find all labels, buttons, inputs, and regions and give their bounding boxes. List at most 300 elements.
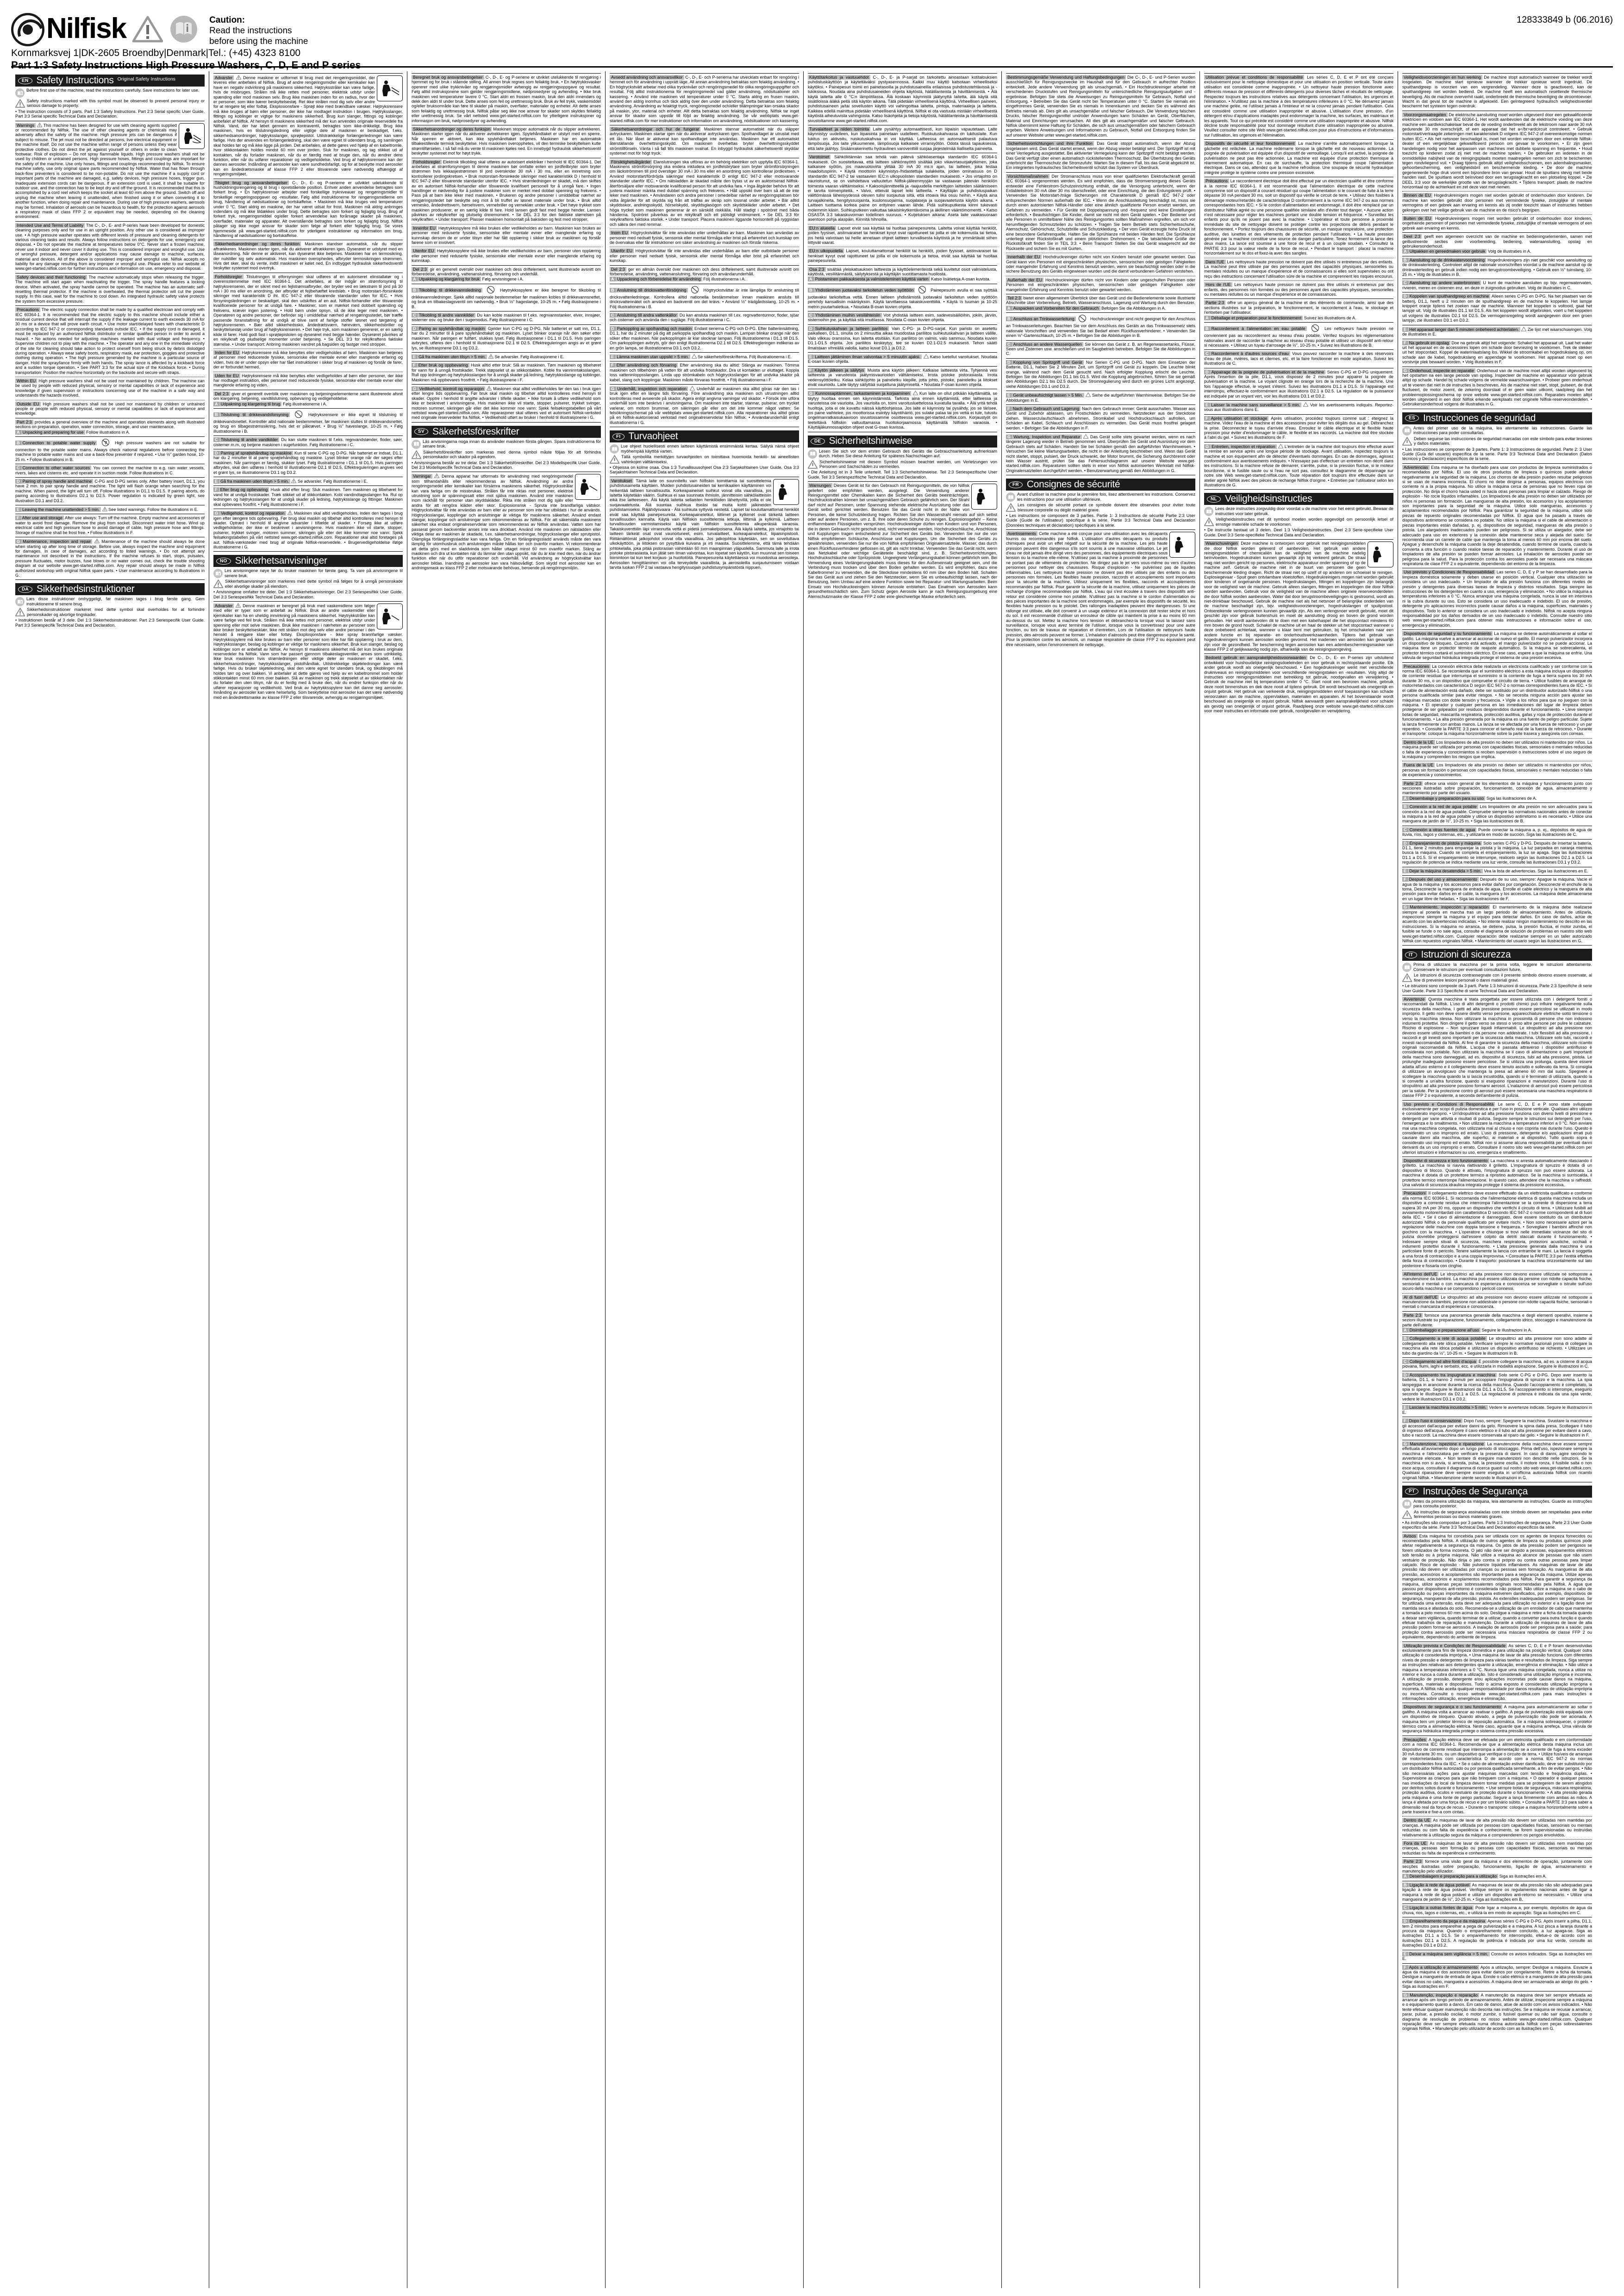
- section-part23-en: [15, 420, 205, 429]
- step-title: Entretien, inspection et réparation: [1210, 444, 1277, 449]
- section-body: Il collegamento elettrico deve essere effettuato da un elettricista qualificato e conforme alla norma IEC 60364-1. Si raccomanda che l'alimentazione elettrica di questa macchina includa un dispositivo a corrente residua che interrompa l'alimentazione se la corrente di dispersione a terra supera 30 mA per 30 ms, oppure un dispositivo che verifichi il circuito di terra. • Utilizzare fusibili ad avviamento motore/ritardati con caratteristica D secondo IEC 947-2 o norme corrispondenti al di fuori della IEC. • Se il cavo di alimentazione è danneggiato, deve essere sostituito da un distributore autorizzato Nilfisk o da personale qualificato per evitare rischi. • Non sono necessarie azioni per la regolazione delle macchine con doppia tensione e frequenza. • Sorvegliare i bambini affinché non giochino con la macchina. • L'operatore e chiunque si trovi nelle immediate vicinanze del sito di pulizia dovrebbe proteggersi dall'essere colpito da detriti staccati durante il funzionamento. • Indossare sempre stivali di sicurezza, maschera respiratoria, protezioni acustiche, occhiali e indumenti protettivi durante il funzionamento. • L'alta pressione generata dalla macchina è una particolare fonte di pericolo. Tenere saldamente la lancia con entrambe le mani. La lancia è soggetta a una forza di contraccolpo e a una coppia improvvisa. • Consultare la PARTE 3:3 per l'entità effettiva della forza di contraccolpo. • Durante il trasporto: posizionare la macchina orizzontalmente sul lato posteriore e fissarla con cinghie.: [1402, 1191, 1592, 1268]
- intro-text-warning: Säkerhetsföreskrifter som markeras med denna symbol måste följas för att förhindra personskador och skador på egendom.: [423, 449, 601, 460]
- intro-warning-it: [1402, 973, 1592, 983]
- caution-line-1: Read the instructions: [209, 26, 292, 36]
- section-part23-da: [213, 392, 403, 401]
- section-d-it: [1402, 1373, 1592, 1401]
- section-a-es: [1402, 796, 1592, 801]
- section-warnings-nl: [1204, 541, 1393, 652]
- section-e-en: [15, 507, 205, 512]
- section-body: C-, D-, E- og P-seriene er utviklet utelukkende til rengjøring i hjemmet og for bruk i stående stilling. All annen bruk regnes som feilaktig bruk. • En høytrykksvasker opererer med ulike trykknivåer og rengjøringsmidler avhengig av rengjøringsoppgave og resultat. Følg alltid instruksjonene som gjelder rengjøringsmidlene, nødprosedyrer og avhending. • Ikke bruk maskinen ved temperaturer lavere 0 °C. Start aldri en frossen maskin, bruk den aldri innendørs og dekk den aldri til under bruk. Dette anses som feil og urettmessig bruk. Bruk av feil trykk, vaskemiddel og/eller bruksområde kan føre til skader på maskin, overflater, materialer og enheter. Alt dette anses som feilaktig og urettmessig bruk. Nilfisk påtar seg ikke noe ansvar for skader som skyldes feilaktig eller urettmessig bruk. Se vårt nettsted www.get-started.nilfisk.com for ytterligere instruksjoner og informasjon om bruk, nødprosedyrer og avhending.: [412, 75, 601, 123]
- section-body: Das Gerät stoppt automatisch, wenn der Abzug losgelassen wird. Das Gerät startet erneut, wenn der Abzug wieder betätigt wird. Der Spritzgriff ist mit einer Verriegelung ausgestattet. Bei aktivierter Verriegelung kann der Spritzgriff nicht betätigt werden. Das Gerät verfügt über einen automatisch rückstellenden Thermoschutz. Bei Überhitzung des Geräts unterbricht der Thermoschutz die Stromzufuhr. Warten Sie in diesem Fall, bis das Gerät abgekühlt ist. Ein integriertes hydraulisches Sicherheitsventil schützt das System vor Überdruck.: [1006, 141, 1195, 170]
- section-body: This machine has been designed for use with cleaning agents supplied or recommended by Nilfisk. The use of other cleaning agents or chemicals may adversely affect the safety of the machine. High pressure jets can be dangerous if subject to misuse. The jet must not be directed at persons, live electrical equipment or the machine itself. Do not use the machine within range of persons unless they wear protective clothes. Do not direct the jet against yourself or others in order to clean footwear. Risk of explosion – Do not spray flammable liquids. High pressure washers shall not be used by children or untrained persons. High pressure hoses, fittings and couplings are important for the safety of the machine. Use only hoses, fittings and couplings recommended by Nilfisk. To ensure machine safety, use only original spare parts recommended by Nilfisk. Water that has flown through back-flow preventers is considered to be non-potable. Do not use the machine if a supply cord or important parts of the machine are damaged, e.g. safety devices, high pressure hoses, trigger gun. Inadequate extension cords can be dangerous. If an extension cord is used, it shall be suitable for outdoor use, and the connection has to be kept dry and off the ground. It is recommended that this is accomplished by a cord reel which keeps the socket at least 60 mm above the ground. Switch off and unplug the machine when leaving it unattended, when finished using it or when converting it to another function, when doing repair and maintenance. During use of high pressure washers, aerosols may be formed. Inhalation of aerosols can be hazardous to health, for the protection against aerosols a respiratory mask of class FFP 2 or equivalent may be needed, depending on the cleaning environment.: [15, 123, 205, 219]
- step-body: Pode ligar a máquina a, por exemplo, depósitos de água da chuva, rios, lagos e cisternas, etc., e utilizá-la em modo de aspiração. Siga as ilustrações em C.: [1402, 1905, 1592, 1915]
- section-a-en: [15, 430, 205, 435]
- section-body: The electric supply connection shall be made by a qualified electrician and comply with IEC 60364-1. It is recommended that the electric supply to this machine should include either a residual current device that will interrupt the supply if the leakage current to earth exceeds 30 mA for 30 ms or a device that will prove earth circuit. • Use motor start/delayed fuses with characteristic D according to IEC 947-2 or corresponding standards outside IEC. • If the supply cord is damaged, it must be replaced by an authorized Nilfisk distributor or similar qualified person in order to avoid a hazard. • No actions needed for adjusting machines marked with dual voltage and frequency. • Supervise children not to play with the machine. • The operator and any one in the immediate vicinity of the site for cleaning should take action to protect oneself from being struck by debris dislodged during operation. • Always wear safety boots, respiratory mask, ear protection, goggles and protective clothing during operation. • The high pressure generated by the machine is a particular source of danger. Hold the spray/lance firmly with both hands. The spray lance is affected by a kickback force and a sudden torque operation. • See PART 3:3 for the actual size of the Kickback force. • During transportation: Position the machine horizontally on the backside and secure with straps.: [15, 307, 205, 375]
- section-outside-eu-fr: [1204, 282, 1393, 297]
- step-body: As máquinas de lavar de alta pressão não são adequadas para ligação à rede de água potável. Verifique sempre os regulamentos nacionais antes de ligar a máquina à rede de água potável e utilize um dispositivo anti-retorno se necessário. • Utilize uma mangueira de jardim de ½", 10-25 m. • Siga as ilustrações em B.: [1402, 1882, 1592, 1902]
- divider: [412, 265, 601, 266]
- step-body: A manutenção da máquina deve ser sempre efetuada ao arrancar após um longo período de armazenamento. Antes de utilizar, inspecione sempre a máquina e o equipamento quanto a danos. Em caso de danos, atue de acordo com os avisos indicados. • Não tente efetuar qualquer manutenção não descrita nas instruções. Se a máquina se recusar a arrancar, parar, pulsar, a pressão oscilar, o motor zumbir, o fusível queimar ou não sair água, consulte o diagrama de resolução de problemas no nosso website www.get-started.nilfisk.com. Qualquer reparação deve ser sempre efetuada numa oficina autorizada Nilfisk com peças sobressalentes originais Nilfisk. • Manutenção pelo utilizador de acordo com as ilustrações em G.: [1402, 1992, 1592, 2031]
- section-a-it: [1402, 1328, 1592, 1332]
- step-letter: C: [1402, 280, 1408, 285]
- step-body: Højtryksrensere er ikke egnet til tilslutning til drikkevandsnettet. Kontrollér altid nationale bestemmelser, før maskinen sluttes til drikkevandsnettet, og brug en tilbagestrømssikring, hvis det er påkrævet. • Brug ½" haveslange, 10-25 m. • Følg illustrationerne i B.: [213, 412, 403, 434]
- step-body: Siga as ilustrações em A.: [1499, 1874, 1547, 1879]
- intro-text-read: Les anvisningene nøye før du bruker maskinen for første gang. Ta vare på anvisningene til senere bruk.: [225, 568, 403, 578]
- step-body: Doe na gebruik altijd het volgende: Schakel het apparaat uit. Laat het water uit het apparaat en de accessoires lopen om schade door bevriezing te voorkomen. Trek de stekker uit het stopcontact. Koppel de waterinlaatslang los. Wikkel de stroomkabel en hogedrukslang op, om schade aan de kabel, hogedrukslang en appendage te voorkomen. Het apparaat moet op een vorstvrije plek bewaard worden. • Volg illustraties in F.: [1402, 340, 1592, 365]
- intro-read-manual-fr: [1006, 492, 1195, 502]
- section-warnings-fi: [610, 479, 799, 570]
- intro-read-manual-fi: [610, 444, 799, 454]
- warning-triangle-icon: [808, 460, 818, 469]
- column-7: [1200, 71, 1398, 2288]
- section-body: C-, D-, E- og P-serierne er udviklet udelukkende til husholdningsrengøring og til brug i opretstående position. Enhver anden anvendelse betragtes som forkert brug. • En højtryksrenser arbejder med forskellige trykniveauer og rengøringsmidler til forskellige rengøringsopgaver og -resultater. Følg altid instruktionerne for rengøringsmidlerne om brug, håndtering af nødsituationer og bortskaffelse. • Maskinen må ikke bruges ved temperaturer under 0 °C. Start aldrig en maskine, der har været udsat for frost. Maskinen må aldrig anbringes indendørs og må ikke tildækkes under brug. Dette betragtes som forkert og fejlagtig brug. Brug af forkert tryk, rengøringsmiddel og/eller forkert anvendelse kan forårsage skader på maskinen, overflader, materialer og apparater. Alt ovenstående betragtes som forkert og fejlagtig brug. Nilfisk påtager sig ikke noget ansvar for skader som følge af forkert eller fejlagtig brug. Se vores hjemmeside på www.get-started.nilfisk.com for yderligere instruktioner og information om brug, håndtering af nødsituationer og bortskaffelse.: [213, 180, 403, 238]
- step-letter: D: [1402, 1919, 1408, 1923]
- step-body: Nur Serien C-PG und D-PG. Nach dem Einsetzen der Batterie, D1.1, haben Sie 2 Minuten Zeit, um Spritzgriff und Gerät zu koppeln. Die Leuchte blinkt orange, während nach dem Gerät gesucht wird. Nach erfolgter Kopplung erlischt die Leuchte. Befolgen Sie die Abbildungen D1.1 bis D1.5. Wird die Kopplung abgebrochen, führen Sie sie gemäß den Abbildungen D2.1 bis D2.5 durch. Die Stromregulierung wird durch ein grünes Licht angezeigt, siehe Abbildungen D3.1 und D3.2.: [1006, 360, 1195, 389]
- step-letter: A: [1402, 249, 1408, 254]
- section-f-fi: [808, 368, 997, 387]
- divider: [1204, 489, 1393, 490]
- section-label: Waarschuwingen: [1204, 541, 1239, 546]
- step-title: Lämna maskinen utan uppsikt > 5 min.: [615, 355, 690, 359]
- section-body: sisältää yleiskatsauksen laitteesta ja käyttöelementeistä sekä kuvitetut osiot valmistelusta, käytöstä, vesiliitännästä, säilytyksestä ja käyttäjän suorittamasta huollosta.: [808, 267, 997, 277]
- intro-read-manual-es: [1402, 426, 1592, 436]
- step-letter: E: [1204, 403, 1210, 407]
- step-title: Het apparaat langer dan 5 minuten onbeheerd achterlaten.: [1408, 327, 1520, 332]
- intro-warning-fr: [1006, 503, 1195, 512]
- step-body: Após a utilização, sempre: Desligue a máquina. Esvazie a água da máquina e dos acessórios para evitar danos por congelamento. Retire a ficha da tomada. Desligue a mangueira de entrada de água. Enrole o cabo elétrico e a mangueira de alta pressão para evitar danos no cabo, mangueira e acessórios. A máquina deve ser armazenada ao abrigo do gelo. • Siga as ilustrações em F.: [1402, 1965, 1592, 1989]
- section-intended-fr: [1204, 75, 1393, 137]
- section-f-es: [1402, 877, 1592, 901]
- intro-text-warning: Les consignes de sécurité portant ce symbole doivent être observées pour éviter toute blessure corporelle ou dégât matériel grave.: [1018, 503, 1195, 512]
- section-label: Parte 2:3: [1402, 1313, 1423, 1318]
- section-label: Deel 2:3: [1402, 234, 1422, 239]
- read-manual-icon: [1006, 492, 1015, 502]
- step-letter: D: [1402, 294, 1408, 299]
- step-letter: C: [213, 437, 219, 442]
- step-body: Se advarsler. Følg illustrationerne i E.: [298, 479, 368, 484]
- language-title-no: Sikkerhetsanvisninger: [235, 555, 327, 566]
- section-label: Dans l'UE: [1204, 260, 1226, 264]
- step-title: Conexión a la red de agua potable: [1408, 804, 1478, 809]
- section-body: gir en generell oversikt over maskinen och dess driftelement, samt illustrerade avsnitt om förberedelse, användning, vattenanslutning, förvaring och underhåll.: [412, 267, 601, 277]
- warning-triangle-icon: [412, 450, 421, 459]
- figure-no-spray-persons: [1169, 532, 1195, 558]
- section-label: Vorsichtsmaßnahmen: [1006, 174, 1049, 179]
- section-body: Le idropulitrici ad alta pressione non devono essere utilizzate né sottoposte a manutenzione da bambini, persone non addestrate o persone con ridotte capacità fisiche, sensoriali o mentali o mancanza di esperienza e conoscenza.: [1402, 1294, 1592, 1309]
- section-intended-da: [213, 180, 403, 238]
- step-title: Kunnossapitämnen, tarkastaminen ja korjaaminen: [814, 391, 911, 396]
- intro-text-warning: As instruções de segurança assinaladas com este símbolo devem ser respeitadas para evitar ferimentos pessoais ou danos materiais graves.: [1414, 1509, 1592, 1519]
- section-label: Fuera de la UE: [1402, 763, 1435, 767]
- column-container: [11, 71, 1613, 2288]
- section-body: As máquinas de lavar de alta pressão não devem ser utilizadas nem mantidas por crianças. A máquina pode ser utilizada por pessoas com capacidades físicas, sensoriais ou mentais reduzidas ou com falta de experiência e conhecimento, se forem supervisionadas ou instruídas relativamente à utilização segura da máquina e compreenderem os perigos envolvidos.: [1402, 1818, 1592, 1837]
- step-title: Tilslutning til andre vandkilder: [219, 437, 280, 442]
- section-label: Avisos: [1402, 1534, 1418, 1538]
- section-body: Denne maskine er udformet til brug med det rengøringsmiddel, der leveres eller anbefales af Nilfisk. Brug af andre rengøringsmidler eller kemikalier kan have en negativ indvirkning på maskinens sikkerhed. Højtryksstråler kan være farlige, hvis de misbruges. Strålen må ikke rettes mod personer, elektrisk udstyr under spænding eller mod maskinen selv. Brug ikke maskinen inden for en radius, hvor der er personer, som ikke bærer beskyttelsestøj. Ret ikke strålen mod dig selv eller andre for at rengøre tøj eller fodtøj. Eksplosionsfare - Sprøjt ikke med brændbare væsker. Højtryksrensere må ikke bruges af børn eller personer, der ikke har modtaget instruktion i brugen. Højtryksslanger, fittings og koblinger er vigtige for maskinens sikkerhed. Brug kun slanger, fittings og koblinger anbefalet af Nilfisk. Af hensyn til maskinens sikkerhed må der kun anvendes originale reservedele fra Nilfisk. Vand, der har løbet gennem en kontraventil, betragtes som ikke-drikkeligt. Brug ikke maskinen, hvis en tilslutningsledning eller vigtige dele af maskinen er beskadiget, f.eks. sikkerhedsanordninger, højtryksslanger, sprøjtepistol. Utilstrækkelige forlængerledninger kan være farlige. Hvis der anvendes en forlængerledning, skal den være egnet til udendørs brug, og samlingen skal holdes tør og må ikke ligge på jorden. Det anbefales, at dette gøres ved hjælp af en kabeltromle, hvor stikkontakten holdes mindst 60 mm over jorden. Sluk for maskinen, og tag stikket ud af kontakten, når du forlader maskinen, når du er færdig med at bruge den, når du ændrer dens funktion, eller når du udfører reparationer og vedligeholdelse. Ved brug af højtryksrensere kan der dannes aerosoler. Indånding af aerosoler kan være sundhedsfarligt, og for at beskytte mod aerosoler kan en åndedrætsmaske af klasse FFP 2 eller tilsvarende være nødvendig afhængigt af rengøringsmiljøet.: [213, 75, 403, 177]
- language-banner-fr: [1006, 479, 1195, 491]
- language-code-da: DA: [18, 586, 32, 593]
- section-g-es: [1402, 905, 1592, 943]
- step-letter: D: [610, 326, 616, 331]
- section-label: Dispositifs de sécurité et leur fonctionnement: [1204, 141, 1296, 146]
- figure-no-spray-persons: [1368, 541, 1393, 567]
- step-body: Muista aina käytön jälkeen: Katkaise laitteesta virta. Tyhjennä vesi laitteesta ja varusteista jäätymisvaurioiden välttämiseksi. Irrota pistoke pistorasiasta. Irrota vedensyöttöletku. Kelaa sähköjohto ja paineletku kiepille, jotta johto, pistoke, paineletku ja liitokset eivät vaurioidu. Laite täytyy säilyttää suojattuna jäätymiseltä. • Noudata F-osan kuvien ohjeita.: [808, 367, 997, 387]
- warning-triangle-icon: [1086, 392, 1091, 397]
- column-2: [209, 71, 407, 2288]
- section-label: Osa 2:3: [808, 267, 826, 272]
- divider: [1204, 414, 1393, 415]
- section-c-es: [1402, 828, 1592, 837]
- warning-triangle-icon: [37, 123, 42, 127]
- step-body: Högtryckstvättar är inte lämpliga för anslutning till dricksvattenledningar. Kontrollera alltid nationella bestämmelser innan maskinen ansluts till dricksvattennätet och använd en backventil om det krävs. • Använd ½" trädgårdsslang, 10-25 m. • Följ illustrationerna i B.: [610, 287, 800, 309]
- warning-triangle-icon: [610, 455, 619, 464]
- section-safety-devices-sv: [610, 127, 799, 156]
- step-letter: A: [15, 430, 21, 435]
- section-label: Sikkerhedsanordninger og deres funktion: [213, 242, 301, 246]
- divider: [610, 384, 799, 385]
- section-label: Sikkerhetsanordninger og deres funksjon: [412, 127, 492, 131]
- step-body: Painepesurin avulla ei saa syöttää juotavaksi tarkoitettua vettä. Ennen laitteen yhdistämistä juotavaksi tarkoitetun veden syöttöön perehdy kansallisiin määräyksiin. Käytä tarvittaessa takaiskuventtiiliä. • Käytä ½ tuuman ja 10-25 metrin puutarhaletkua. • Noudata B-osan kuvien ohjeita.: [808, 287, 997, 309]
- intro-read-manual-sv: [412, 439, 601, 449]
- section-label: Utilisation prévue et conditions de responsabilité: [1204, 75, 1304, 80]
- divider: [1402, 875, 1592, 876]
- section-within-eu-nl: [1402, 193, 1592, 212]
- section-f-pt: [1402, 1965, 1592, 1989]
- figure-no-spray-persons: [773, 479, 799, 505]
- intro-warning-de: [808, 460, 997, 469]
- step-body: Hogedrukreinigers zijn niet geschikt voor aansluiting op de drinkwaterleiding. Controleer altijd de nationale voorschriften voordat u de machine aansluit op de drinkwaterleiding en gebruik indien nodig een terugstroombeveiliging. • Gebruik een ½" tuinslang, 10-25 m. • Volg de illustraties in B.: [1402, 257, 1592, 277]
- section-body: Tämä laite on suunniteltu vain Nilfiskin toimittamia tai suosittelemia puhdistusaineita käyttäen. Muiden puhdistusaineiden tai kemikaalien käyttäminen voi heikentää laitteen turvallisuutta. Korkeapaineiset suihkut voivat olla vaarallisia, jos laitetta käytetään väärin. Suihkua ei saa suunnata ihmisiin, jännitteisiin sähkölaitteisiin eikä itse laitteeseen. Älä käytä laitetta sellaisten henkilöiden lähettyvillä, joilla ei ole suojavaatetusta. Älä suuntaa suihkua itseäsi tai muita kohti jalkineiden puhdistamiseksi. Räjähdysvaara - Älä suihkuta syttyviä nesteitä. Lapset tai kouluttamattomat henkilöt eivät saa käyttää painepesureita. Korkeapaineletkut, liittimet ja kytkimet ovat tärkeitä laitteen turvallisuuden kannalta. Käytä vain Nilfiskin suosittelemia letkuja, liittimiä ja kytkimiä. Laitteen turvallisuuden varmistamiseksi käytä vain Nilfiskin suosittelemia alkuperäisiä varaosia. Takaiskuventtiilin läpi virrannutta vettä ei pidetä juomakelpoisena. Älä käytä laitetta, jos virtajohto tai laitteen tärkeät osat ovat vaurioituneet, esim. turvalaitteet, korkeapaineletkut, liipaisinpistooli. Riittämättömät jatkojohdot voivat olla vaarallisia. Jos jatkojohtoa käytetään, sen on sovelluttava ulkokäyttöön, ja liitoksen on pysyttävä kuivana ja irti maasta. Suosittelemme, että tämä tehdään johtokelalla, joka pitää pistorasian vähintään 60 mm maanpinnan yläpuolella. Sammuta laite ja irrota pistoke pistorasiasta, kun jätät sen ilman valvontaa, kun lopetat sen käytön, kun muunnat sen toiseen toimintoon tai kun teet korjaus- ja huoltotöitä. Painepesureita käytettäessä voi muodostua aerosoleja. Aerosolien hengittäminen voi olla terveydelle vaarallista, ja aerosoleilta suojautumiseen voidaan tarvita luokan FFP 2 tai vastaava hengityssuojain puhdistusympäristöstä riippuen.: [610, 478, 799, 570]
- brand-row: [11, 12, 1613, 47]
- step-letter: C: [1204, 351, 1210, 356]
- step-letter: A: [412, 277, 418, 281]
- section-e-sv: [610, 354, 799, 359]
- divider: [610, 324, 799, 325]
- intro-parts-nl: • De instructie bestaat uit 3 delen. Deel 1:3 Veiligheidsinstructies. Deel 2:3 Serie-specifieke User Guide. Deel 3:3 Serie-specifieke Technical Data and Declaration.: [1204, 528, 1393, 537]
- warning-triangle-icon: [236, 603, 241, 608]
- step-letter: A: [1402, 1874, 1408, 1879]
- intro-text-warning: Safety instructions marked with this symbol must be observed to prevent personal injury or serious damage to property.: [27, 99, 205, 108]
- section-body: The C-, D-, E- and P-series have been developed for domestic cleaning purposes only and for use in an upright position. Any other use is considered as improper use. • A high pressure washer operates with different levels of pressure and cleaning detergents for various cleaning tasks and results. Always follow instructions on detergents for use, emergency and disposal. • Do not operate the machine at temperatures below 0°C. Never start a frozen machine, never use it indoor and never cover it during use. This is considered improper and wrongful use. Use of wrongful pressure, detergent and/or applications may cause damage to machine, surfaces, material and devices. All of the above is considered improper and wrongful use. Nilfisk accepts no liability for any damage resulting from any improper or wrongful use. Please refer to our website at www.get-started.nilfisk.com for further instructions and information on use, emergency and disposal.: [15, 223, 205, 271]
- step-letter: G: [1402, 1993, 1408, 1997]
- step-body: Volg de illustraties in A.: [1487, 249, 1531, 254]
- dotted-divider: [1402, 1293, 1592, 1294]
- section-body: Högtryckstvättar får inte användas eller underhållas av barn. Maskinen kan användas av personer med nedsatt fysisk, sensorisk eller mental förmåga eller brist på erfarenhet och kunskap om de övervakas eller får instruktioner om säker användning av maskinen och förstår riskerna.: [610, 230, 799, 245]
- section-body: High pressure washers shall not be used nor maintained by children or untrained people or people with reduced physical, sensory or mental capabilities or lack of experience and knowledge.: [15, 401, 205, 416]
- section-part23-fr: [1204, 300, 1393, 315]
- section-intended-es: [1402, 570, 1592, 628]
- warning-triangle-icon: [287, 510, 293, 515]
- intro-parts-da: • Instruktionen består af 3 dele. Del 1:3 Sikkerhedsinstruktioner. Part 2:3 Seriespecifik User Guide. Part 3:3 Seriespecifik Technical Data and Declaration.: [15, 618, 205, 628]
- section-e-da: [213, 479, 403, 484]
- step-letter: F: [1402, 1965, 1408, 1970]
- section-outside-eu-pt: [1402, 1841, 1592, 1855]
- step-body: Solo serie C-PG e D-PG. Dopo aver inserito la batteria, D1.1, si hanno 2 minuti per accoppiare l'impugnatura di spruzzo e la macchina. La spia lampeggia in arancione durante la ricerca della macchina. Quando l'accoppiamento è completato, la spia si spegne. Seguire le illustrazioni da D1.1 a D1.5. Se l'accoppiamento si interrompe, eseguirlo secondo le illustrazioni da D2.1 a D2.5. La regolazione di potenza è indicata da una spia verde, vedere le illustrazioni D3.1 e D3.2.: [1402, 1372, 1593, 1401]
- divider: [1204, 539, 1393, 540]
- intro-read-manual-nl: [1204, 506, 1393, 516]
- language-banner-da: [15, 583, 205, 595]
- section-label: Precauções: [1402, 1737, 1427, 1742]
- step-body: Nach dem Gebrauch immer: Gerät ausschalten. Wasser aus Gerät und Zubehör ablassen, um Frostschäden zu vermeiden. Netzstecker aus der Steckdose ziehen. Wasserzulaufschlauch abnehmen. Stromkabel und Hochdruckschlauch aufrollen, um Schäden an Kabel, Schlauch und Anschlüssen zu vermeiden. Das Gerät muss frostfrei gelagert werden. • Befolgen Sie die Abbildungen in F.: [1006, 406, 1195, 430]
- no-drinking-water-icon: [100, 438, 112, 448]
- step-letter: C: [610, 313, 616, 317]
- section-body: La machine s'arrête automatiquement lorsque la gâchette est relâchée. La machine redémarre lorsque la gâchette est de nouveau actionnée. La poignée de pulvérisation est équipée d'un dispositif de verrouillage. Lorsqu'il est activé, la poignée de pulvérisation ne peut pas être actionnée. La machine est équipée d'une protection thermique à réarmement automatique. En cas de surchauffe, la protection thermique coupe l'alimentation électrique. Dans ce cas, attendez que la machine refroidisse. Une soupape de sécurité hydraulique intégrée protège le système contre une pression excessive.: [1204, 141, 1393, 175]
- section-precautions-sv: [610, 160, 799, 227]
- step-title: Aansluiting op andere waterbronnen: [1408, 280, 1481, 285]
- warning-triangle-icon: [1083, 434, 1088, 439]
- section-d-nl: [1402, 294, 1592, 323]
- divider: [213, 551, 403, 552]
- intro-text-read: Lesen Sie sich vor dem ersten Gebrauch des Geräts die Gebrauchsanleitung aufmerksam durch. Heben Sie diese Anleitung für späteres Nachschlagen auf.: [819, 448, 997, 458]
- divider: [15, 436, 205, 437]
- read-manual-icon: [170, 16, 197, 43]
- section-body: Hogedrukreinigers mogen niet worden gebruikt of onderhouden door kinderen, ongetrainde personen of personen met verminderde fysieke, zintuiglijke of mentale vermogens of een gebrek aan ervaring en kennis.: [1402, 216, 1592, 230]
- section-label: All'interno dell'UE: [1402, 1272, 1438, 1276]
- step-body: Después de su uso, siempre: Apague la máquina. Vacíe el agua de la máquina y los accesorios para evitar daños por congelación. Desconecte el enchufe de la toma. Desconecte la manguera de entrada de agua. Enrolle el cable eléctrico y la manguera de alta presión para evitar daños en el cable, la manguera y los accesorios. La máquina debe almacenarse en un lugar libre de heladas. • Siga las ilustraciones de F.: [1402, 877, 1592, 901]
- section-g-de: [1006, 434, 1195, 473]
- section-body: Laite pysähtyy automaattisesti, kun liipaisin vapautetaan. Laite käynnistyy uudelleen, kun liipaisinta painetaan uudelleen. Ruiskutuskahvassa on lukituslaite. Kun lukitus on aktivoitu, ruiskutuskahvaa ei voi käyttää. Laitteessa on automaattisesti palautuva lämpösuoja. Jos laite ylikuumenee, lämpösuoja katkaisee virransyötön. Odota tässä tapauksessa, että laite jäähtyy. Sisäänrakennettu hydraulinen varoventtiili suojaa järjestelmää liialliselta paineelta.: [808, 127, 997, 151]
- section-within-eu-fi: [808, 226, 997, 245]
- section-label: Al di fuori dell'UE: [1402, 1295, 1439, 1300]
- section-e-pt: [1402, 1952, 1592, 1961]
- intro-warning-es: [1402, 436, 1592, 446]
- step-title: Anschluss an andere Wasserquellen: [1012, 342, 1084, 347]
- section-warnings-fr: [1006, 531, 1195, 647]
- step-title: Collegamento ad altre fonti d'acqua: [1408, 1359, 1478, 1364]
- section-label: Precauciones: [1402, 664, 1430, 669]
- section-label: Außerhalb der EU: [1006, 278, 1043, 282]
- caution-block: [209, 15, 308, 47]
- step-title: Maintenance, inspection and repair: [21, 539, 92, 544]
- divider: [1402, 839, 1592, 840]
- section-warnings-de: [808, 483, 997, 599]
- section-body: Högtryckstvättar får inte användas eller underhållas av barn eller outbildade personer eller personer med nedsatt fysisk, sensorisk eller mental förmåga eller brist på erfarenhet och kunskap.: [610, 249, 799, 263]
- section-intended-de: [1006, 75, 1195, 137]
- section-precautions-de: [1006, 174, 1195, 251]
- section-outside-eu-fi: [808, 249, 997, 263]
- step-letter: C: [1402, 1905, 1408, 1910]
- dotted-divider: [1402, 191, 1592, 192]
- step-body: Alleen series C-PG en D-PG. Na het plaatsen van de batterij, D1.1, heeft u 2 minuten om de spuithandgreep en de machine te koppelen. Het lampje knippert oranje tijdens het zoeken naar de machine. Wanneer het koppelen is voltooid, gaat het lampje uit. Volg de illustraties D1.1 tot D1.5. Als het koppelen wordt afgebroken, voert u het koppelen uit volgens de illustraties D2.1 tot D2.5. De vermogensregeling wordt aangegeven door een groen lampje, zie illustraties D3.1 en D3.2.: [1402, 294, 1593, 323]
- section-body: Die C-, D-, E- und P-Serien wurden ausschließlich für Reinigungszwecke im Haushalt und für den Gebrauch in aufrechter Position entwickelt. Jede andere Verwendung gilt als unsachgemäß. • Ein Hochdruckreiniger arbeitet mit verschiedenen Druckstufen und Reinigungsmitteln für unterschiedliche Reinigungsaufgaben und -ergebnisse. Befolgen Sie stets die Anweisungen zu Reinigungsmitteln für Gebrauch, Notfall und Entsorgung. • Betreiben Sie das Gerät nicht bei Temperaturen unter 0 °C. Starten Sie niemals ein eingefrorenes Gerät, verwenden Sie es niemals in Innenräumen und decken Sie es während des Betriebs niemals ab. Dies gilt als unsachgemäßer und falscher Gebrauch. Die Verwendung falschen Drucks, falscher Reinigungsmittel und/oder Anwendungen kann Schäden an Gerät, Oberflächen, Material und Einrichtungen verursachen. All dies gilt als unsachgemäßer und falscher Gebrauch. Nilfisk übernimmt keine Haftung für Schäden, die sich aus unsachgemäßem oder falschem Gebrauch ergeben. Weitere Anweisungen und Informationen zu Gebrauch, Notfall und Entsorgung finden Sie auf unserer Website unter www.get-started.nilfisk.com.: [1006, 75, 1195, 137]
- step-letter: C: [15, 466, 21, 470]
- divider: [213, 73, 403, 74]
- document-number: 128333849 b (06.2016): [1517, 15, 1613, 25]
- read-manual-icon: [1204, 507, 1213, 516]
- divider: [1402, 1963, 1592, 1964]
- no-drinking-water-icon: [917, 286, 929, 295]
- language-title-fr: Consignes de sécurité: [1026, 479, 1120, 490]
- divider: [610, 73, 799, 74]
- section-body: Der Stromanschluss muss von einer qualifizierten Elektrofachkraft gemäß IEC 60364-1 vorgenommen werden. Es wird empfohlen, dass die Stromversorgung dieses Geräts entweder eine Fehlerstrom-Schutzeinrichtung enthält, die die Versorgung unterbricht, wenn der Erdableitstrom 30 mA über 30 ms überschreitet, oder eine Einrichtung, die den Erdungskreis prüft. • Verwenden Sie Motorstart-/träge Sicherungen mit Charakteristik D gemäß IEC 947-2 oder entsprechenden Normen außerhalb der IEC. • Wenn die Anschlussleitung beschädigt ist, muss sie durch einen autorisierten Nilfisk-Händler oder eine ähnlich qualifizierte Person ersetzt werden, um Gefahren zu vermeiden. • Für Geräte mit Doppelspannung und -frequenz sind keine Einstellungen erforderlich. • Beaufsichtigen Sie Kinder, damit sie nicht mit dem Gerät spielen. • Der Bediener und alle Personen in unmittelbarer Nähe des Reinigungsortes sollten Maßnahmen ergreifen, um sich vor herumfliegenden Schmutzteilen zu schützen. • Tragen Sie beim Betrieb stets Sicherheitsschuhe, Atemschutz, Gehörschutz, Schutzbrille und Schutzkleidung. • Der vom Gerät erzeugte hohe Druck ist eine besondere Gefahrenquelle. Halten Sie die Sprühlanze mit beiden Händen fest. Die Sprühlanze unterliegt einer Rückstoßkraft und einem plötzlichen Drehmoment. • Die tatsächliche Größe der Rückstoßkraft finden Sie in TEIL 3:3. • Beim Transport: Stellen Sie das Gerät waagerecht auf die Rückseite und sichern Sie es mit Gurten.: [1006, 174, 1195, 251]
- section-safety-devices-en: [15, 275, 205, 304]
- intro-read-manual-pt: [1402, 1499, 1592, 1509]
- section-g-pt: [1402, 1993, 1592, 2031]
- section-body: De elektrische aansluiting moet worden uitgevoerd door een gekwalificeerde elektricien en voldoen aan IEC 60364-1. Het wordt aanbevolen dat de elektrische voeding van deze machine een aardlekschakelaar bevat die de voeding onderbreekt als de lekstroom naar aarde 30 mA gedurende 30 ms overschrijdt, of een apparaat dat het a</br>ardcircuit controleert. • Gebruik motorstart/vertraagde zekeringen met karakteristiek D volgens IEC 947-2 of overeenkomstige normen buiten IEC. • Als het netsnoer beschadigd is, moet het worden vervangen door een erkende Nilfisk-dealer of een vergelijkbaar gekwalificeerd persoon om gevaar te voorkomen. • Er zijn geen handelingen nodig voor het aanpassen van machines met dubbele spanning en frequentie. • Houd toezicht op kinderen zodat zij niet met de machine spelen. • De gebruiker en iedereen in de onmiddellijke nabijheid van de reinigingsplaats moeten maatregelen nemen om zich te beschermen tegen rondvliegend vuil. • Draag tijdens gebruik altijd veiligheidsschoenen, een ademhalingsmasker, gehoorbescherming, een veiligheidsbril en beschermende kleding. • De door de machine gegenereerde hoge druk vormt een bijzondere bron van gevaar. Houd de spuitlans stevig met beide handen vast. De spuitlans wordt beïnvloed door een terugslagkracht en een plotseling koppel. • Zie DEEL 3:3 voor de werkelijke grootte van de terugslagkracht. • Tijdens transport: plaats de machine horizontaal op de achterkant en zet deze vast met riemen.: [1402, 112, 1592, 189]
- intro-parts-de: • Die Anleitung ist in 3 Teile unterteilt. Teil 1:3 Sicherheitshinweise. Teil 2:3 Seriespezifische User Guide. Teil 3:3 Seriespezifische Technical Data and Declaration.: [808, 470, 997, 479]
- step-title: Yhdistäminen juotavaksi tarkoitetun veden syöttöön: [814, 288, 915, 292]
- step-title: Desembalaje y preparación para su uso: [1408, 796, 1486, 801]
- step-letter: A: [1204, 316, 1210, 320]
- divider: [808, 352, 997, 353]
- section-d-fi: [808, 326, 997, 350]
- section-d-pt: [1402, 1919, 1592, 1948]
- section-f-fr: [1204, 416, 1393, 440]
- section-body: De machine stopt automatisch wanneer de trekker wordt losgelaten. De machine start opnieuw wanneer de trekker opnieuw wordt ingedrukt. De spuithandgreep is voorzien van een vergrendeling. Wanneer deze is geactiveerd, kan de spuithandgreep niet worden bediend. De machine heeft een automatisch resettende thermische beveiliging. Als de machine oververhit raakt, onderbreekt de thermische beveiliging de stroomtoevoer. Wacht in dat geval tot de machine is afgekoeld. Een geïntegreerd hydraulisch veiligheidsventiel beschermt het systeem tegen overdruk.: [1402, 75, 1592, 109]
- step-title: Uppackning och förberedelse för användning: [616, 277, 702, 281]
- section-c-pt: [1402, 1905, 1592, 1915]
- step-body: Följ illustrationerna i A.: [703, 277, 746, 282]
- section-within-eu-da: [213, 350, 403, 370]
- step-letter: B: [1402, 1883, 1408, 1887]
- section-b-fr: [1204, 324, 1393, 348]
- divider: [1402, 1403, 1592, 1404]
- section-body: provides a general overview of the machine and operation elements along with illustrated sections on preparation, operation, water connection, storage, and user maintenance.: [15, 419, 205, 429]
- step-title: Käytön jälkeen ja säilytys: [813, 368, 866, 373]
- divider: [15, 477, 205, 478]
- step-letter: C: [1402, 1359, 1408, 1364]
- step-body: Katso lisätietoja A-osan kuvista.: [931, 277, 991, 282]
- step-letter: G: [1402, 905, 1408, 909]
- step-title: Nach dem Gebrauch und Lagerung: [1012, 406, 1081, 411]
- section-label: Advarsler: [213, 604, 234, 608]
- column-6: [1002, 71, 1200, 2288]
- language-title-pt: Instruções de Segurança: [1423, 1486, 1528, 1497]
- section-label: Parte 2:3: [1402, 781, 1423, 786]
- step-letter: D: [1402, 1373, 1408, 1377]
- section-d-de: [1006, 360, 1195, 389]
- section-b-en: [15, 438, 205, 462]
- section-label: Inom EU: [610, 230, 629, 235]
- section-intended-fi: [808, 75, 997, 123]
- step-title: Tilkobling til andre vannkilder: [418, 313, 475, 317]
- section-safety-devices-fr: [1204, 141, 1393, 175]
- step-letter: D: [1402, 841, 1408, 846]
- step-body: Maskinen skal alltid vedlikeholdes før den tas i bruk igjen etter lengre tids oppbevaring. Før bruk skal maskin og tilbehør alltid kontrolleres med hensyn til skader. Opptre i henhold til angitte advarsler i tilfelle skader. • Ikke forsøk å utføre vedlikehold som ikke er beskrevet i anvisningene. Hvis maskinen ikke vil starte, stopper, pulserer, trykket svinger, motoren summer, sikringen går eller det ikke kommer noe vann: Sjekk feilsøkingstabellen på vårt nettsted www.get-started.nilfisk.com. Alle reparasjoner skal utføres ved et autorisert Nilfisk-verksted med originale reservedeler fra Nilfisk. • Vedlikehold utført av bruker i henhold til illustrasjonene i G.: [412, 386, 601, 420]
- warning-triangle-icon: [291, 479, 296, 483]
- step-body: Gjelder kun C-PG og D-PG. Når batteriet er satt inn, D1.1, har du 2 minutter til å pare spylehåndtaket og maskinen. Lyset blinker oransje når den søker etter maskinen. Når paringen er fullført, slukkes lyset. Følg illustrasjonene i D1.1 til D1.5. Hvis paringen avbrytes, utføres den i henhold til illustrasjonene D2.1 til D2.5. Effektreguleringen angis av et grønt lys, se illustrasjonene D3.1 og D3.2.: [412, 326, 601, 350]
- read-manual-icon: [808, 449, 817, 459]
- step-title: Tilslutning til drikkevandsforsyning: [219, 412, 290, 417]
- section-precautions-da: [213, 274, 403, 347]
- page-title: Part 1:3 Safety Instructions High Pressure Washers, C, D, E and P series: [11, 59, 361, 71]
- section-b-pt: [1402, 1883, 1592, 1902]
- section-body: Les nettoyeurs haute pression ne doivent pas être utilisés ni entretenus par des enfants. La machine peut être utilisée par des personnes ayant des capacités physiques, sensorielles ou mentales réduites ou un manque d'expérience et de connaissances si elles sont supervisées ou ont reçu des instructions concernant l'utilisation sûre de la machine et comprennent les risques encourus.: [1204, 259, 1393, 279]
- step-letter: F: [412, 363, 417, 367]
- step-body: Husk alltid etter bruk: Slå av maskinen. Tøm maskinen og tilbehøret for vann for å unngå frostskader. Trekk støpselet ut av stikkontakten. Koble fra vanninntaksslangen. Rull opp ledningen og høytrykksslangen for å unngå skader på ledning, høytrykksslange og koblinger. Maskinen må oppbevares frostfritt. • Følg illustrasjonene i F.: [412, 363, 601, 382]
- section-intended-no: [412, 75, 601, 123]
- step-body: Le idropulitrici ad alta pressione non sono adatte al collegamento alla rete idrica potabile. Verificare sempre le normative nazionali prima di collegare la macchina alla rete idrica potabile e utilizzare un dispositivo antiriflusso se richiesto. • Utilizzare un tubo da giardino da ½", 10-25 m. • Seguire le illustrazioni in B.: [1402, 1336, 1592, 1356]
- section-warnings-no: [213, 603, 403, 700]
- divider: [1204, 349, 1393, 350]
- figure-no-spray-persons: [377, 75, 403, 101]
- step-body: Voit yhdistää laitteen esim. sadevesisäiliöihin, jokiin, järviin, sisternoihin jne. ja käyttää sitä imutilassa. Noudata C-osan kuvien ohjeita.: [808, 313, 998, 323]
- step-title: Manutenção, inspeção e reparação: [1408, 1993, 1479, 1997]
- step-title: Deixar a máquina sem vigilância > 5 min.: [1408, 1952, 1489, 1956]
- step-title: Onderhoud, inspectie en reparatie: [1408, 368, 1475, 373]
- section-body: fornece uma visão geral da máquina e dos elementos de operação, juntamente com secções ilustradas sobre preparação, funcionamento, ligação de água, armazenamento e manutenção pelo utilizador.: [1402, 1859, 1592, 1873]
- no-drinking-water-icon: [1077, 314, 1089, 324]
- section-part23-sv: [610, 267, 799, 277]
- step-letter: E: [1006, 393, 1012, 398]
- language-code-sv: SV: [414, 428, 428, 435]
- column-8: [1398, 71, 1596, 2288]
- step-body: You can connect the machine to e.g. rain water vessels, rivers, lakes and cisterns etc. and operate it in suction mode. Follow illustrations in C.: [15, 466, 205, 475]
- section-label: Binnen de EU: [1402, 193, 1432, 198]
- section-outside-eu-en: [15, 402, 205, 416]
- step-body: Befolgen Sie die Abbildungen in A.: [1101, 305, 1166, 311]
- section-b-da: [213, 410, 403, 434]
- step-letter: G: [610, 386, 616, 391]
- warning-triangle-icon: [15, 608, 25, 616]
- intro-text-read: Antes del primer uso de la máquina, lea atentamente las instrucciones. Guarde las instrucciones para poder consultarlas.: [1413, 425, 1592, 436]
- language-banner-sv: [412, 426, 601, 438]
- step-title: Parkoppling av spolhandtag och maskin: [616, 326, 693, 331]
- language-title-da: Sikkerhedsinstruktioner: [37, 584, 135, 595]
- section-body: Højtryksrensere må ikke benyttes eller vedligeholdes af børn. Maskinen kan betjenes af personer med reducerede fysiske, sensoriske eller mentale evner eller manglende erfaring og viden, hvis de er under opsyn eller har fået instruktioner i sikker brug af maskinen og forstår de farer, der er forbundet hermed.: [213, 350, 403, 370]
- section-outside-eu-de: [1006, 278, 1195, 292]
- section-body: Tilslutningen til elforsyningen skal udføres af en autoriseret elinstallatør og i overensstemmelse med IEC 60364-1. Det anbefales, at der indgår en strømforsyning til højtryksrenseren, der er sikret med en fejlstrømsafbryder, der bryder ved en lækstrøm til jord på 30 mA i 30 ms eller en anordning, der afbryder et fejlbehæftet kredsløb. • Brug motorstart-/forsinkede sikringer med karakteristik D iht. IEC 947-2 eller tilsvarende standarder uden for IEC. • Hvis forsyningsledningen er beskadiget, skal den udskiftes af en aut. Nilfisk-forhandler eller tilsvarende kvalificerede personer for at undgå fare. • Maskiner, som er mærket med dobbelt spænding og frekvens, kræver ingen justering. • Hold børn under opsyn, så de ikke leger med maskinen. • Operatøren og andre personer, der befinder sig i umiddelbar nærhed af rengøringsstedet, bør træffe passende foranstaltning for at undgå at blive ramt af farlige stoffer løsnet ved tørgøring af højtryksrenseren. • Bær altid sikkerhedssko, åndedrætsværn, høreværn, sikkerhedsbriller og beskyttelsestøj under brug af højtryksrenseren. • Det høje tryk, som maskinen genererer, er en særlig kilde til farer. Hold godt fast i sprøjtepistolen og dyserøret med begge hænder. Dyserøret påvirkes af en rekylkraft og pludselige momenter under betjening. • Se DEL 3:3 for rekylkraftens faktiske størrelse. • Under transport: Anbring maskinen vandret på bagsiden og fastgør med stropper.: [213, 274, 403, 347]
- divider: [610, 265, 799, 266]
- section-safety-devices-fi: [808, 127, 997, 151]
- section-label: Teil 2:3: [1006, 296, 1022, 300]
- section-body: De C-, D-, E- en P-series zijn uitsluitend ontwikkeld voor huishoudelijke reinigingsdoeleinden en voor gebruik in rechtopstaande positie. Elk ander gebruik wordt als oneigenlijk beschouwd. • Een hogedrukreiniger werkt met verschillende drukniveaus en reinigingsmiddelen voor verschillende reinigingstaken en -resultaten. Volg altijd de instructies voor reinigingsmiddelen met betrekking tot gebruik, noodgevallen en verwijdering. • Gebruik de machine niet bij temperaturen onder 0 °C. Start nooit een bevroren machine, gebruik deze nooit binnenshuis en dek deze nooit af tijdens gebruik. Dit wordt beschouwd als oneigenlijk en onjuist gebruik. Het gebruik van verkeerde druk, reinigingsmiddelen en/of toepassingen kan schade veroorzaken aan de machine, oppervlakken, materialen en apparaten. Al het bovenstaande wordt beschouwd als oneigenlijk en onjuist gebruik. Nilfisk aanvaardt geen aansprakelijkheid voor schade als gevolg van oneigenlijk of onjuist gebruik. Raadpleeg onze website www.get-started.nilfisk.com voor meer instructies en informatie over gebruik, noodgevallen en verwijdering.: [1204, 655, 1393, 713]
- section-label: Innenfor EU: [412, 226, 437, 230]
- section-within-eu-it: [1402, 1272, 1592, 1291]
- section-f-no: [412, 363, 601, 382]
- step-title: Pairing of spray handle and machine: [21, 479, 94, 484]
- step-body: U kunt de machine aansluiten op bijv. regenwatervaten, rivieren, meren en cisternen enz. en deze in zuigmodus gebruiken. Volg de illustraties in C.: [1402, 280, 1593, 290]
- intro-read-manual-de: [808, 449, 997, 459]
- step-title: Paring av spylehåndtak og maskin: [418, 326, 487, 331]
- step-title: Ligação à rede de água potável: [1408, 1883, 1471, 1887]
- step-title: Anslutning till andra vattenkällor: [616, 313, 678, 317]
- warning-triangle-icon: [1278, 444, 1283, 448]
- brand-name: Nilfisk: [46, 12, 126, 44]
- divider: [1006, 432, 1195, 433]
- dotted-divider: [1204, 280, 1393, 281]
- warning-triangle-icon: [692, 354, 697, 359]
- section-outside-eu-no: [412, 249, 601, 263]
- section-b-sv: [610, 286, 799, 309]
- section-label: Sicherheitsvorrichtungen und ihre Funktion: [1006, 141, 1094, 146]
- step-letter: B: [1402, 804, 1408, 809]
- intro-parts-it: • Le istruzioni sono composte da 3 parti. Parte 1:3 Istruzioni di sicurezza. Parte 2:3 Specifiche di serie User Guide. Parte 3:3 Specifiche di serie Technical Data and Declaration.: [1402, 983, 1592, 993]
- section-body: La máquina se detiene automáticamente al soltar el gatillo. La máquina vuelve a arrancar al accionar de nuevo el gatillo. El mango pulverizador incorpora un dispositivo de bloqueo. Cuando está activado, el mango pulverizador no se puede accionar. La máquina tiene un protector térmico de reajuste automático. Si la máquina se sobrecalienta, el protector térmico cortará el suministro eléctrico. En ese caso, espere a que la máquina se enfríe. Una válvula de seguridad hidráulica integrada protege el sistema de una presión excesiva.: [1402, 631, 1593, 660]
- section-precautions-es: [1402, 664, 1592, 736]
- step-title: Raccordement à d'autres sources d'eau: [1210, 351, 1290, 356]
- section-label: Forholdsregler: [213, 274, 244, 279]
- step-letter: G: [15, 539, 21, 544]
- step-body: Du kan koble maskinen til f.eks. regnvannstanker, elver, innsjøer, sisterner osv. og bruke den i sugemodus. Følg illustrasjonene i C.: [412, 313, 601, 323]
- section-g-sv: [610, 386, 799, 425]
- language-code-nl: NL: [1207, 496, 1221, 503]
- divider: [1006, 340, 1195, 341]
- section-body: Høytrykksspylere må ikke brukes eller vedlikeholdes av barn, personer uten opplæring eller personer med reduserte fysiske, sensoriske eller mentale evner eller manglende erfaring og kunnskap.: [412, 249, 601, 263]
- step-body: Følg illustrationerne i A.: [283, 401, 327, 406]
- language-banner-nl: [1204, 493, 1393, 505]
- step-title: Na gebruik en opslag: [1408, 341, 1450, 345]
- warning-triangle-icon: [488, 354, 493, 359]
- section-body: Questa macchina è stata progettata per essere utilizzata con i detergenti forniti o raccomandati da Nilfisk. L'uso di altri detergenti o prodotti chimici può influire negativamente sulla sicurezza della macchina. I getti ad alta pressione possono essere pericolosi se utilizzati in modo improprio. Il getto non deve essere diretto verso persone, apparecchiature elettriche sotto tensione o verso la macchina stessa. Non utilizzare la macchina in prossimità di persone che non indossino indumenti protettivi. Non dirigere il getto verso se stessi o verso altre persone per pulire le calzature. Rischio di esplosione – Non spruzzare liquidi infiammabili. Le idropulitrici ad alta pressione non devono essere utilizzate da bambini o da persone non addestrate. I tubi flessibili ad alta pressione, i raccordi e gli innesti sono importanti per la sicurezza della macchina. Utilizzare solo tubi, raccordi e innesti raccomandati da Nilfisk. Al fine di garantire la sicurezza della macchina, utilizzare solo ricambi originali raccomandati da Nilfisk. L'acqua che è passata attraverso i dispositivi antiriflusso è considerata non potabile. Non utilizzare la macchina se il cavo di alimentazione o parti importanti della macchina sono danneggiati, ad es. dispositivi di sicurezza, tubi ad alta pressione, pistola. Le prolunghe inadeguate possono essere pericolose. Se si utilizza una prolunga, questa deve essere adatta all'uso esterno e il collegamento deve essere tenuto asciutto e sollevato da terra. Si consiglia di utilizzare un avvolgicavo che mantenga la presa ad almeno 60 mm dal suolo. Spegnere e scollegare la macchina quando la si lascia incustodita, quando si è terminato di utilizzarla, quando la si converte a un'altra funzione, quando si eseguono riparazioni e manutenzioni. Durante l'uso di idropulitrici ad alta pressione possono formarsi aerosol. L'inalazione di aerosol può essere pericolosa per la salute. Per la protezione contro gli aerosol può essere necessaria una maschera respiratoria di classe FFP 2 o equivalente, a seconda dell'ambiente di pulizia.: [1402, 997, 1592, 1098]
- section-label: Uso previsto y Condiciones de Responsabilidad: [1402, 570, 1495, 574]
- section-e-it: [1402, 1405, 1592, 1415]
- divider: [1204, 139, 1393, 140]
- step-body: Vous pouvez raccorder la machine à des réservoirs d'eau de pluie, rivières, lacs et citernes, etc. et la faire fonctionner en mode aspiration. Suivez les illustrations de C.: [1204, 351, 1393, 366]
- language-subtitle-en: Original Safety Instructions: [117, 76, 176, 82]
- section-label: Turvalaitteet ja niiden toiminta: [808, 127, 870, 131]
- section-intended-nl: [1204, 655, 1393, 713]
